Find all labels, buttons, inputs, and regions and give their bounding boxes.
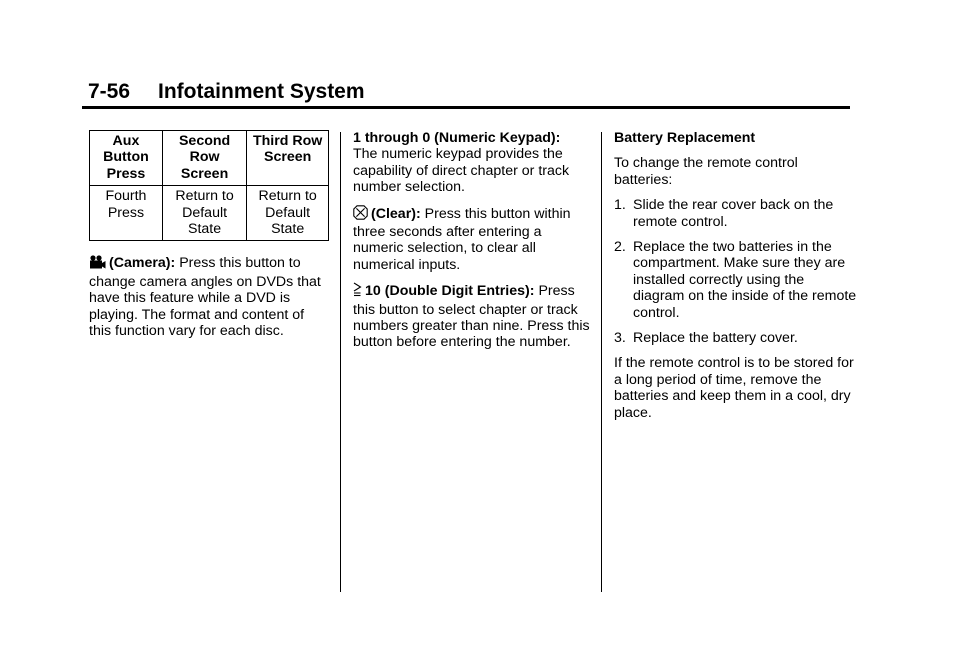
battery-intro: To change the remote control batteries:	[614, 155, 798, 188]
page-header	[82, 80, 850, 109]
table-header-row	[90, 131, 329, 186]
battery-steps	[614, 197, 858, 346]
column-divider	[601, 132, 602, 592]
camera-term: (Camera):	[109, 255, 176, 272]
step-number: 2.	[614, 239, 626, 256]
list-item	[614, 239, 858, 321]
clear-text: Press this button within three seconds after entering a numeric selection, to clear all numerical inputs.	[353, 205, 571, 273]
numeric-paragraph	[353, 130, 591, 196]
step-number: 3.	[614, 330, 626, 347]
table-cell: Fourth Press	[105, 188, 147, 221]
double-digit-text: Press this button to select chapter or track numbers greater than nine. Press this button before entering the number.	[353, 283, 590, 351]
list-item	[614, 197, 858, 230]
table-header-cell: Aux Button Press	[103, 133, 149, 182]
list-item	[614, 330, 858, 346]
camera-icon	[89, 255, 106, 273]
column-2	[353, 130, 591, 360]
clear-icon	[353, 205, 368, 224]
table-header-cell: Third Row Screen	[247, 131, 329, 186]
battery-storage-note: If the remote control is to be stored for a long period of time, remove the batteries and keep them in a cool, dry place.	[614, 355, 854, 421]
column-1	[89, 130, 327, 348]
step-text: Replace the battery cover.	[633, 330, 798, 347]
double-digit-paragraph	[353, 282, 591, 351]
column-3	[614, 130, 858, 430]
greater-equal-icon	[353, 282, 362, 301]
page-number: 7-56	[88, 80, 131, 103]
table-cell: Return to Default State	[162, 186, 246, 241]
table-cell: Return to Default State	[247, 186, 329, 241]
numeric-term: 1 through 0 (Numeric Keypad):	[353, 130, 561, 146]
double-digit-term: 10 (Double Digit Entries):	[365, 283, 535, 300]
table-row	[90, 186, 329, 241]
camera-paragraph	[89, 255, 327, 339]
step-text: Slide the rear cover back on the remote control.	[633, 197, 834, 230]
step-number: 1.	[614, 197, 626, 214]
battery-heading: Battery Replacement	[614, 130, 756, 146]
numeric-text: The numeric keypad provides the capability of direct chapter or track number selection.	[353, 146, 570, 196]
aux-button-table	[89, 130, 329, 241]
step-text: Replace the two batteries in the compartment. Make sure they are installed correctly using the diagram on the inside of the remote control.	[633, 239, 857, 321]
camera-text: Press this button to change camera angles on DVDs that have this feature while a DVD is playing. The format and content of this function vary for each disc.	[89, 255, 321, 340]
clear-term: (Clear):	[371, 205, 421, 222]
column-divider	[340, 132, 341, 592]
table-header-cell: Second Row Screen	[162, 131, 246, 186]
page-title: Infotainment System	[158, 80, 365, 103]
clear-paragraph	[353, 205, 591, 274]
